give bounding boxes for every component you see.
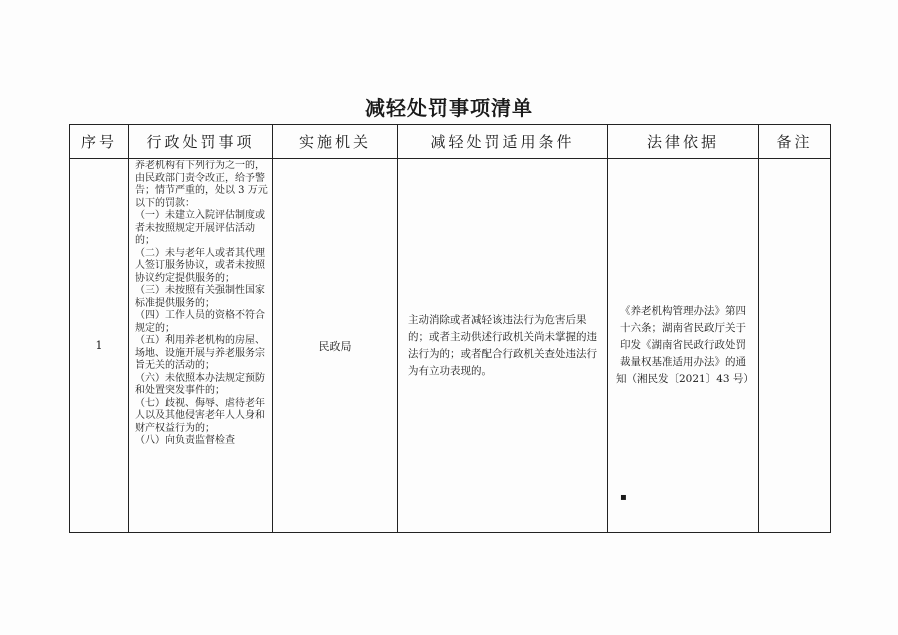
table-row (70, 159, 831, 533)
header-agency: 实施机关 (273, 125, 398, 159)
header-legal-basis: 法律依据 (608, 125, 759, 159)
legal-basis-text: 《养老机构管理办法》第四十六条；湖南省民政厅关于印发《湖南省民政行政处罚裁量权基准适用办法》的通知（湘民发〔2021〕43 号） (616, 305, 754, 385)
penalty-item-text: （一）未建立入院评估制度或者未按照规定开展评估活动的； (135, 210, 265, 246)
penalty-item-text: （五）利用养老机构的房屋、场地、设施开展与养老服务宗旨无关的活动的； (135, 335, 265, 371)
penalty-item-text: （七）歧视、侮辱、虐待老年人以及其他侵害老年人人身和财产权益行为的； (135, 397, 265, 434)
row-remarks (759, 159, 831, 533)
penalty-item-text: （六）未依照本办法规定预防和处置突发事件的； (135, 372, 265, 396)
row-agency: 民政局 (273, 159, 398, 533)
header-conditions: 减轻处罚适用条件 (398, 125, 608, 159)
penalty-item-text: （二）未与老年人或者其代理人签订服务协议，或者未按照协议约定提供服务的； (135, 247, 265, 284)
header-remarks: 备注 (759, 125, 831, 159)
header-index: 序号 (70, 125, 129, 159)
row-legal-basis (608, 159, 759, 533)
row-penalty-items (129, 159, 273, 533)
penalty-item-text: （三）未按照有关强制性国家标准提供服务的； (135, 285, 265, 309)
penalty-item-text: （八）向负责监督检查 (135, 435, 235, 446)
row-index: 1 (70, 159, 129, 533)
ink-dot: ▪ (620, 492, 627, 503)
penalty-table (69, 124, 831, 533)
penalty-item-text: （四）工作人员的资格不符合规定的； (135, 310, 265, 334)
document-title: 减轻处罚事项清单 (365, 96, 533, 120)
row-conditions: 主动消除或者减轻该违法行为危害后果的；或者主动供述行政机关尚未掌握的违法行为的；或者配合行政机关查处违法行为有立功表现的。 (398, 159, 608, 533)
table-header-row (70, 125, 831, 159)
header-penalty-item: 行政处罚事项 (129, 125, 273, 159)
penalty-item-text: 养老机构有下列行为之一的，由民政部门责令改正，给予警告；情节严重的，处以 3 万元以下的罚款： (135, 160, 268, 209)
